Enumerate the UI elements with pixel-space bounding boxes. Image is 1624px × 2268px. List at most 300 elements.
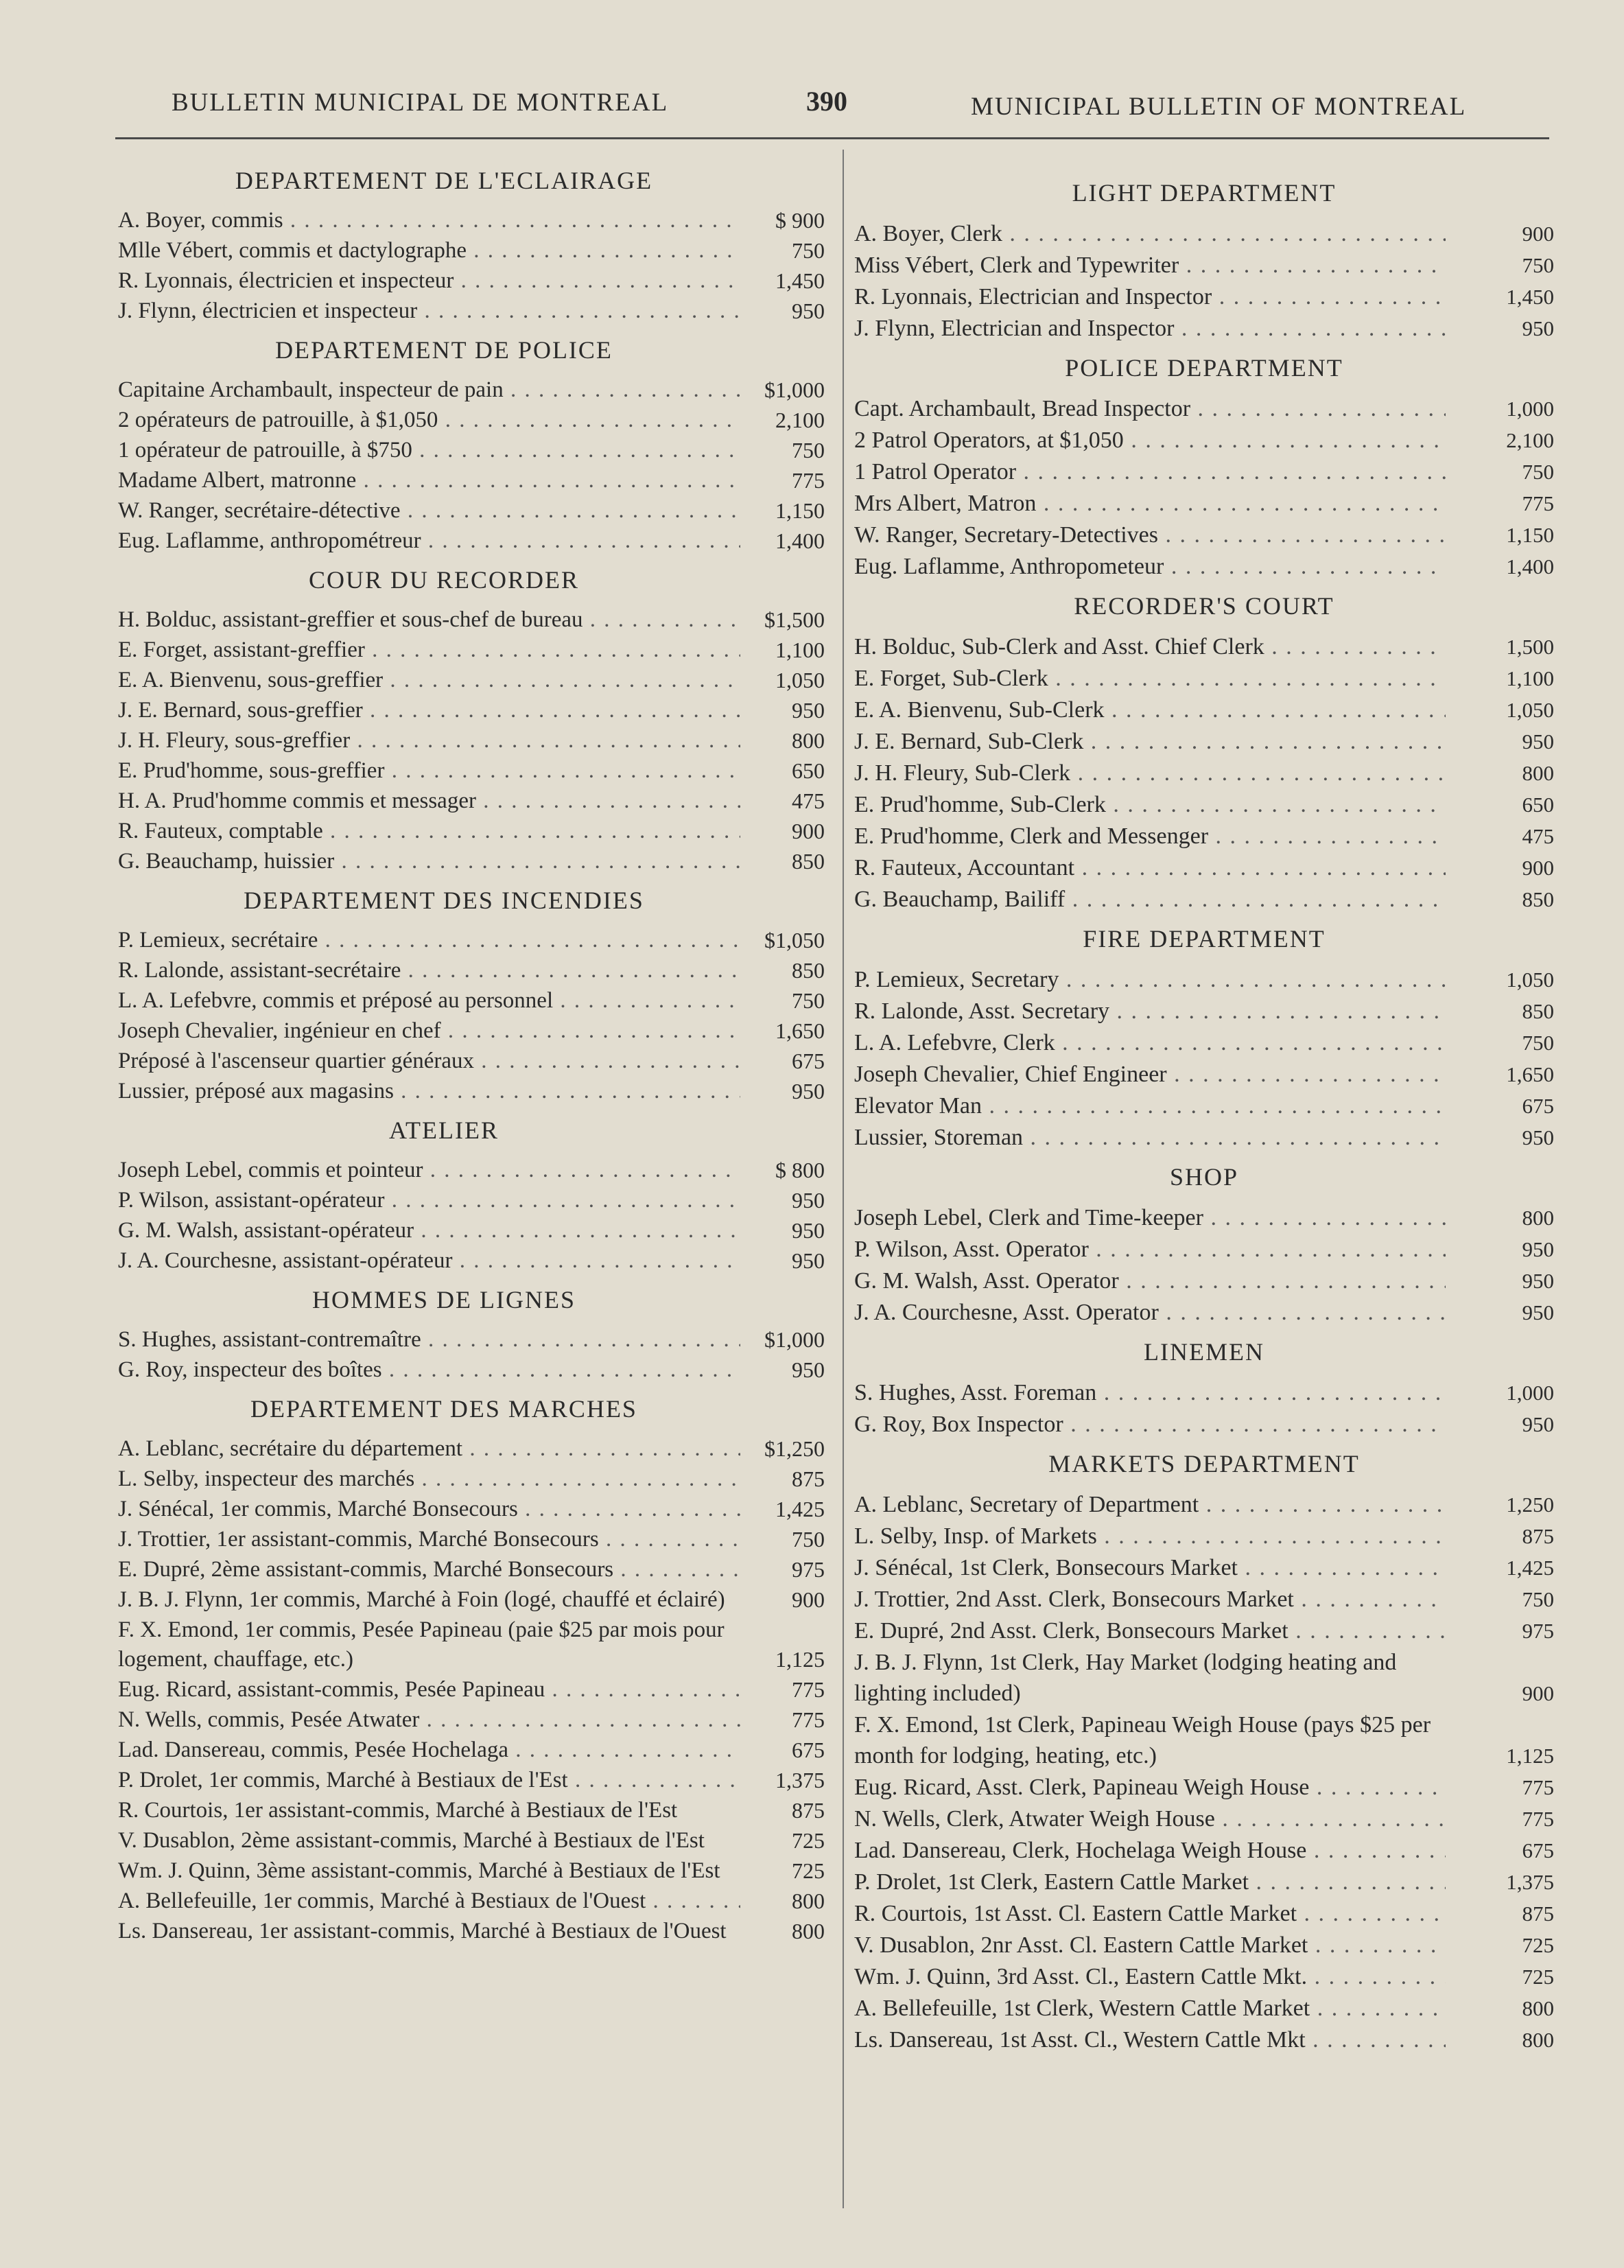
employee-name: R. Fauteux, Accountant . . . [854, 852, 1446, 883]
employee-name: F. X. Emond, 1st Clerk, Papineau Weigh House (pays $25 per month for lodging, heating, etc.) [854, 1712, 1431, 1768]
salary-amount: 750 [1522, 460, 1554, 484]
employee-name: L. A. Lefebvre, Clerk . . . [854, 1027, 1446, 1058]
en-section [854, 353, 1554, 582]
salary-amount: 900 [792, 1587, 825, 1612]
employee-name: R. Lalonde, Asst. Secretary . . . [854, 996, 1446, 1027]
employee-name: J. Flynn, Electrician and Inspector . . . [854, 313, 1446, 344]
salary-row [854, 1647, 1554, 1709]
salary-row [854, 1521, 1554, 1552]
salary-amount: 1,125 [1506, 1744, 1554, 1768]
salary-row [854, 519, 1554, 550]
salary-amount: $1,500 [764, 607, 825, 632]
employee-name: G. M. Walsh, Asst. Operator . . . [854, 1265, 1446, 1296]
employee-name: A. Bellefeuille, 1er commis, Marché à Bestiaux de l'Ouest . . . [118, 1886, 740, 1916]
salary-amount: 1,400 [775, 528, 825, 553]
employee-name: R. Courtois, 1st Asst. Cl. Eastern Cattle Market . . . [854, 1898, 1446, 1929]
section-title: RECORDER'S COURT [1074, 592, 1334, 620]
salary-amount: 950 [792, 1079, 825, 1103]
salary-amount: 1,050 [775, 668, 825, 692]
section-title: DEPARTEMENT DES MARCHES [250, 1395, 637, 1423]
salary-amount: 1,375 [775, 1768, 825, 1792]
employee-name: Elevator Man . . . [854, 1090, 1446, 1121]
salary-row [854, 789, 1554, 820]
employee-name: R. Lyonnais, Electrician and Inspector . . . [854, 281, 1446, 312]
salary-amount: 850 [1522, 887, 1554, 911]
salary-amount: 900 [1522, 856, 1554, 880]
salary-row [854, 1059, 1554, 1090]
salary-row [118, 1077, 825, 1106]
salary-row [118, 1016, 825, 1046]
fr-section [118, 1394, 825, 1946]
employee-name: L. Selby, inspecteur des marchés . . . [118, 1464, 740, 1494]
salary-amount: 750 [792, 1527, 825, 1552]
salary-amount: 950 [1522, 1269, 1554, 1293]
employee-name: R. Lyonnais, électricien et inspecteur . . . [118, 266, 740, 296]
section-title: LIGHT DEPARTMENT [1072, 179, 1337, 207]
employee-name: Miss Vébert, Clerk and Typewriter . . . [854, 250, 1446, 281]
employee-name: 2 Patrol Operators, at $1,050 . . . [854, 425, 1446, 456]
salary-amount: $ 800 [775, 1158, 825, 1182]
salary-row [854, 631, 1554, 662]
salary-amount: 800 [1522, 761, 1554, 785]
salary-row [854, 1930, 1554, 1961]
salary-amount: 950 [792, 698, 825, 723]
employee-name: J. A. Courchesne, assistant-opérateur . . . [118, 1246, 740, 1276]
salary-amount: 875 [792, 1798, 825, 1823]
employee-name: J. B. J. Flynn, 1er commis, Marché à Foin (logé, chauffé et éclairé) [118, 1587, 725, 1612]
en-section [854, 178, 1554, 344]
salary-amount: 1,500 [1506, 635, 1554, 659]
salary-row [118, 1355, 825, 1385]
employee-name: F. X. Emond, 1er commis, Pesée Papineau (paie $25 par mois pour logement, chauffage, etc.) [118, 1617, 725, 1672]
salary-row [854, 1803, 1554, 1834]
salary-row [854, 964, 1554, 995]
salary-amount: 725 [1522, 1965, 1554, 1989]
employee-name: G. Beauchamp, huissier . . . [118, 847, 740, 876]
salary-row [118, 956, 825, 985]
salary-row [118, 1585, 825, 1615]
employee-name: A. Leblanc, secrétaire du département . . . [118, 1434, 740, 1464]
salary-row [854, 663, 1554, 694]
salary-amount: 950 [1522, 729, 1554, 753]
salary-amount: 800 [792, 1919, 825, 1943]
employee-name: J. A. Courchesne, Asst. Operator . . . [854, 1297, 1446, 1328]
section-title: DEPARTEMENT DES INCENDIES [244, 887, 644, 914]
salary-amount: 950 [792, 299, 825, 323]
salary-row [854, 313, 1554, 344]
employee-name: P. Lemieux, secrétaire . . . [118, 926, 740, 955]
employee-name: Joseph Lebel, Clerk and Time-keeper . . . [854, 1202, 1446, 1233]
salary-amount: 1,250 [1506, 1493, 1554, 1517]
employee-name: Ls. Dansereau, 1er assistant-commis, Marché à Bestiaux de l'Ouest [118, 1919, 727, 1943]
employee-name: E. Prud'homme, sous-greffier . . . [118, 756, 740, 786]
salary-row [118, 666, 825, 695]
employee-name: G. Beauchamp, Bailiff . . . [854, 884, 1446, 915]
salary-amount: 775 [792, 1707, 825, 1732]
employee-name: S. Hughes, assistant-contremaître . . . [118, 1325, 740, 1355]
employee-name: Préposé à l'ascenseur quartier généraux . . . [118, 1047, 740, 1076]
salary-amount: 800 [1522, 2028, 1554, 2052]
employee-name: P. Wilson, assistant-opérateur . . . [118, 1186, 740, 1215]
salary-row [854, 1898, 1554, 1929]
salary-amount: 775 [792, 468, 825, 493]
salary-row [118, 1735, 825, 1765]
salary-row [118, 206, 825, 235]
salary-amount: 800 [1522, 1206, 1554, 1230]
salary-amount: 750 [792, 988, 825, 1013]
salary-amount: 800 [1522, 1996, 1554, 2020]
salary-amount: 950 [792, 1357, 825, 1382]
employee-name: 1 opérateur de patrouille, à $750 . . . [118, 436, 740, 465]
salary-amount: 875 [1522, 1902, 1554, 1926]
section-title: COUR DU RECORDER [308, 566, 580, 594]
employee-name: E. Prud'homme, Sub-Clerk . . . [854, 789, 1446, 820]
employee-name: J. Sénécal, 1er commis, Marché Bonsecours . . . [118, 1495, 740, 1524]
salary-amount: 975 [792, 1557, 825, 1582]
employee-name: R. Fauteux, comptable . . . [118, 817, 740, 846]
salary-row [854, 1709, 1554, 1771]
salary-row [118, 986, 825, 1016]
salary-row [854, 821, 1554, 852]
employee-name: E. A. Bienvenu, Sub-Clerk . . . [854, 694, 1446, 725]
salary-amount: 950 [1522, 1412, 1554, 1436]
fr-section [118, 565, 825, 876]
salary-row [854, 1202, 1554, 1233]
salary-row [118, 786, 825, 816]
employee-name: Joseph Lebel, commis et pointeur . . . [118, 1156, 740, 1185]
section-title: FIRE DEPARTMENT [1083, 925, 1326, 952]
salary-amount: 675 [1522, 1094, 1554, 1118]
salary-amount: 1,100 [1506, 666, 1554, 690]
section-title: ATELIER [389, 1117, 499, 1144]
employee-name: Eug. Laflamme, Anthropometeur . . . [854, 551, 1446, 582]
employee-name: H. Bolduc, Sub-Clerk and Asst. Chief Clerk . . . [854, 631, 1446, 662]
employee-name: G. Roy, inspecteur des boîtes . . . [118, 1355, 740, 1385]
employee-name: W. Ranger, secrétaire-détective . . . [118, 496, 740, 526]
salary-amount: 725 [1522, 1933, 1554, 1957]
salary-row [118, 496, 825, 526]
employee-name: Eug. Laflamme, anthropométreur . . . [118, 526, 740, 556]
salary-row [118, 817, 825, 846]
fr-section [118, 886, 825, 1106]
salary-row [854, 1122, 1554, 1153]
employee-name: P. Wilson, Asst. Operator . . . [854, 1234, 1446, 1265]
salary-row [854, 1265, 1554, 1296]
salary-row [118, 1826, 825, 1856]
salary-row [854, 1867, 1554, 1897]
section-title: POLICE DEPARTMENT [1065, 354, 1343, 382]
fr-section [118, 166, 825, 326]
salary-row [118, 1615, 825, 1674]
section-title: SHOP [1169, 1163, 1239, 1191]
employee-name: P. Drolet, 1er commis, Marché à Bestiaux de l'Est . . . [118, 1766, 740, 1795]
employee-name: Wm. J. Quinn, 3rd Asst. Cl., Eastern Cattle Mkt. . . . [854, 1961, 1446, 1992]
en-section [854, 592, 1554, 915]
employee-name: J. Flynn, électricien et inspecteur . . . [118, 296, 740, 326]
salary-row [118, 1186, 825, 1215]
salary-amount: 1,100 [775, 638, 825, 662]
salary-row [854, 1772, 1554, 1803]
employee-name: R. Lalonde, assistant-secrétaire . . . [118, 956, 740, 985]
salary-row [118, 1917, 825, 1946]
employee-name: Mrs Albert, Matron . . . [854, 488, 1446, 519]
salary-amount: 750 [792, 438, 825, 463]
employee-name: H. Bolduc, assistant-greffier et sous-chef de bureau . . . [118, 605, 740, 635]
salary-row [854, 1584, 1554, 1615]
salary-amount: 750 [1522, 1031, 1554, 1055]
salary-amount: 800 [792, 1889, 825, 1913]
salary-row [118, 1434, 825, 1464]
employee-name: Lussier, Storeman . . . [854, 1122, 1446, 1153]
employee-name: J. H. Fleury, Sub-Clerk . . . [854, 758, 1446, 788]
salary-amount: 775 [1522, 1807, 1554, 1831]
salary-amount: 1,000 [1506, 397, 1554, 421]
salary-amount: 900 [1522, 222, 1554, 246]
employee-name: N. Wells, commis, Pesée Atwater . . . [118, 1705, 740, 1735]
salary-row [118, 1216, 825, 1246]
section-title: HOMMES DE LIGNES [311, 1286, 576, 1313]
employee-name: G. M. Walsh, assistant-opérateur . . . [118, 1216, 740, 1246]
salary-amount: 975 [1522, 1619, 1554, 1643]
salary-row [854, 996, 1554, 1027]
salary-amount: 850 [792, 958, 825, 983]
salary-row [854, 218, 1554, 249]
salary-row [118, 926, 825, 955]
salary-amount: 950 [1522, 316, 1554, 340]
employee-name: V. Dusablon, 2nr Asst. Cl. Eastern Cattle Market . . . [854, 1930, 1446, 1961]
employee-name: A. Bellefeuille, 1st Clerk, Western Cattle Market . . . [854, 1993, 1446, 2024]
salary-amount: 675 [792, 1049, 825, 1073]
employee-name: E. Dupré, 2nd Asst. Clerk, Bonsecours Market . . . [854, 1615, 1446, 1646]
page-header [0, 88, 1624, 129]
salary-row [118, 1325, 825, 1355]
french-column [118, 156, 825, 1947]
salary-row [854, 281, 1554, 312]
salary-amount: 1,425 [775, 1497, 825, 1521]
salary-amount: 850 [792, 849, 825, 874]
fr-section [118, 1285, 825, 1385]
salary-amount: $1,000 [764, 1327, 825, 1352]
salary-row [854, 1993, 1554, 2024]
salary-row [854, 884, 1554, 915]
employee-name: S. Hughes, Asst. Foreman . . . [854, 1377, 1446, 1408]
employee-name: Wm. J. Quinn, 3ème assistant-commis, Marché à Bestiaux de l'Est [118, 1858, 720, 1883]
salary-row [118, 236, 825, 266]
salary-row [118, 635, 825, 665]
column-divider [843, 150, 844, 2208]
salary-row [118, 847, 825, 876]
employee-name: W. Ranger, Secretary-Detectives . . . [854, 519, 1446, 550]
employee-name: J. Trottier, 2nd Asst. Clerk, Bonsecours Market . . . [854, 1584, 1446, 1615]
salary-row [118, 726, 825, 756]
salary-amount: 750 [792, 238, 825, 263]
salary-amount: 1,375 [1506, 1870, 1554, 1894]
salary-row [854, 726, 1554, 757]
salary-amount: 475 [1522, 824, 1554, 848]
employee-name: J. E. Bernard, sous-greffier . . . [118, 696, 740, 725]
employee-name: J. B. J. Flynn, 1st Clerk, Hay Market (lodging heating and lighting included) [854, 1650, 1397, 1706]
salary-row [118, 756, 825, 786]
salary-row [118, 526, 825, 556]
salary-row [118, 696, 825, 725]
salary-amount: 950 [1522, 1237, 1554, 1261]
salary-amount: 725 [792, 1858, 825, 1883]
fr-section [118, 336, 825, 556]
salary-amount: $ 900 [775, 208, 825, 233]
employee-name: G. Roy, Box Inspector . . . [854, 1409, 1446, 1440]
employee-name: 2 opérateurs de patrouille, à $1,050 . . . [118, 406, 740, 435]
section-title: LINEMEN [1144, 1338, 1264, 1366]
salary-row [118, 1495, 825, 1524]
salary-amount: 1,125 [775, 1647, 825, 1672]
employee-name: Eug. Ricard, assistant-commis, Pesée Papineau . . . [118, 1675, 740, 1705]
salary-amount: 950 [1522, 1300, 1554, 1324]
employee-name: J. Trottier, 1er assistant-commis, Marché Bonsecours . . . [118, 1525, 740, 1554]
salary-row [854, 456, 1554, 487]
salary-amount: 2,100 [1506, 428, 1554, 452]
salary-amount: 775 [792, 1677, 825, 1702]
salary-row [854, 2024, 1554, 2055]
salary-amount: 675 [792, 1738, 825, 1762]
salary-amount: 725 [792, 1828, 825, 1853]
employee-name: E. A. Bienvenu, sous-greffier . . . [118, 666, 740, 695]
salary-row [854, 1409, 1554, 1440]
salary-row [118, 266, 825, 296]
salary-row [854, 1090, 1554, 1121]
salary-amount: 750 [1522, 1587, 1554, 1611]
header-rule [115, 137, 1549, 139]
salary-amount: 1,425 [1506, 1556, 1554, 1580]
en-section [854, 1449, 1554, 2055]
salary-amount: 875 [1522, 1524, 1554, 1548]
employee-name: Lussier, préposé aux magasins . . . [118, 1077, 740, 1106]
salary-amount: 750 [1522, 253, 1554, 277]
salary-amount: 1,650 [1506, 1062, 1554, 1086]
employee-name: V. Dusablon, 2ème assistant-commis, Marché à Bestiaux de l'Est [118, 1828, 705, 1853]
employee-name: P. Lemieux, Secretary . . . [854, 964, 1446, 995]
en-section [854, 924, 1554, 1153]
employee-name: Eug. Ricard, Asst. Clerk, Papineau Weigh House . . . [854, 1772, 1446, 1803]
employee-name: Capt. Archambault, Bread Inspector . . . [854, 393, 1446, 424]
salary-row [118, 1886, 825, 1916]
employee-name: E. Prud'homme, Clerk and Messenger . . . [854, 821, 1446, 852]
salary-row [118, 605, 825, 635]
salary-amount: 900 [792, 819, 825, 843]
salary-amount: 950 [792, 1218, 825, 1243]
employee-name: Joseph Chevalier, ingénieur en chef . . . [118, 1016, 740, 1046]
employee-name: R. Courtois, 1er assistant-commis, Marché à Bestiaux de l'Est [118, 1798, 678, 1823]
salary-amount: 950 [1522, 1125, 1554, 1149]
salary-row [118, 1555, 825, 1585]
employee-name: J. H. Fleury, sous-greffier . . . [118, 726, 740, 756]
salary-row [854, 1835, 1554, 1866]
salary-amount: 800 [792, 728, 825, 753]
salary-row [854, 393, 1554, 424]
salary-amount: 1,050 [1506, 968, 1554, 992]
salary-row [854, 1615, 1554, 1646]
salary-amount: 875 [792, 1466, 825, 1491]
salary-amount: 650 [1522, 793, 1554, 817]
salary-row [118, 1464, 825, 1494]
salary-row [854, 488, 1554, 519]
employee-name: J. E. Bernard, Sub-Clerk . . . [854, 726, 1446, 757]
employee-name: Mlle Vébert, commis et dactylographe . . . [118, 236, 740, 266]
salary-amount: 2,100 [775, 408, 825, 432]
employee-name: A. Leblanc, Secretary of Department . . . [854, 1489, 1446, 1520]
salary-row [118, 1675, 825, 1705]
salary-row [854, 1489, 1554, 1520]
employee-name: E. Forget, assistant-greffier . . . [118, 635, 740, 665]
employee-name: L. Selby, Insp. of Markets . . . [854, 1521, 1446, 1552]
salary-amount: 850 [1522, 999, 1554, 1023]
salary-row [118, 296, 825, 326]
salary-amount: 775 [1522, 1775, 1554, 1799]
salary-amount: 1,050 [1506, 698, 1554, 722]
salary-amount: 775 [1522, 491, 1554, 515]
employee-name: J. Sénécal, 1st Clerk, Bonsecours Market . . . [854, 1552, 1446, 1583]
salary-row [854, 250, 1554, 281]
salary-row [854, 1377, 1554, 1408]
salary-row [118, 436, 825, 465]
header-left-title: BULLETIN MUNICIPAL DE MONTREAL [172, 89, 669, 117]
salary-amount: 675 [1522, 1838, 1554, 1862]
salary-row [854, 425, 1554, 456]
employee-name: Capitaine Archambault, inspecteur de pain . . . [118, 375, 740, 405]
en-section [854, 1337, 1554, 1440]
employee-name: N. Wells, Clerk, Atwater Weigh House . . . [854, 1803, 1446, 1834]
english-column [854, 169, 1554, 2056]
salary-row [854, 551, 1554, 582]
employee-name: E. Forget, Sub-Clerk . . . [854, 663, 1446, 694]
salary-row [118, 1246, 825, 1276]
salary-amount: $1,000 [764, 377, 825, 402]
employee-name: Joseph Chevalier, Chief Engineer . . . [854, 1059, 1446, 1090]
salary-row [854, 758, 1554, 788]
employee-name: L. A. Lefebvre, commis et préposé au personnel . . . [118, 986, 740, 1016]
salary-row [854, 1297, 1554, 1328]
salary-amount: 1,150 [1506, 523, 1554, 547]
salary-row [854, 694, 1554, 725]
salary-row [118, 1856, 825, 1886]
salary-row [118, 1525, 825, 1554]
salary-row [118, 1047, 825, 1076]
employee-name: E. Dupré, 2ème assistant-commis, Marché Bonsecours . . . [118, 1555, 740, 1585]
salary-row [118, 466, 825, 495]
salary-row [854, 1027, 1554, 1058]
section-title: DEPARTEMENT DE POLICE [275, 336, 613, 364]
salary-amount: 1,150 [775, 498, 825, 523]
employee-name: Lad. Dansereau, Clerk, Hochelaga Weigh House . . . [854, 1835, 1446, 1866]
employee-name: Madame Albert, matronne . . . [118, 466, 740, 495]
employee-name: A. Boyer, commis . . . [118, 206, 740, 235]
employee-name: A. Boyer, Clerk . . . [854, 218, 1446, 249]
salary-amount: 1,450 [1506, 285, 1554, 309]
salary-row [118, 1705, 825, 1735]
section-title: DEPARTEMENT DE L'ECLAIRAGE [235, 167, 653, 194]
salary-amount: 950 [792, 1188, 825, 1213]
header-right-title: MUNICIPAL BULLETIN OF MONTREAL [971, 93, 1467, 121]
page-number: 390 [806, 86, 847, 117]
salary-amount: 1,450 [775, 268, 825, 293]
salary-row [854, 852, 1554, 883]
salary-amount: 475 [792, 788, 825, 813]
salary-row [118, 1156, 825, 1185]
salary-amount: 900 [1522, 1681, 1554, 1705]
employee-name: Lad. Dansereau, commis, Pesée Hochelaga . . . [118, 1735, 740, 1765]
salary-row [854, 1234, 1554, 1265]
salary-amount: 650 [792, 758, 825, 783]
employee-name: Ls. Dansereau, 1st Asst. Cl., Western Cattle Mkt . . . [854, 2024, 1446, 2055]
